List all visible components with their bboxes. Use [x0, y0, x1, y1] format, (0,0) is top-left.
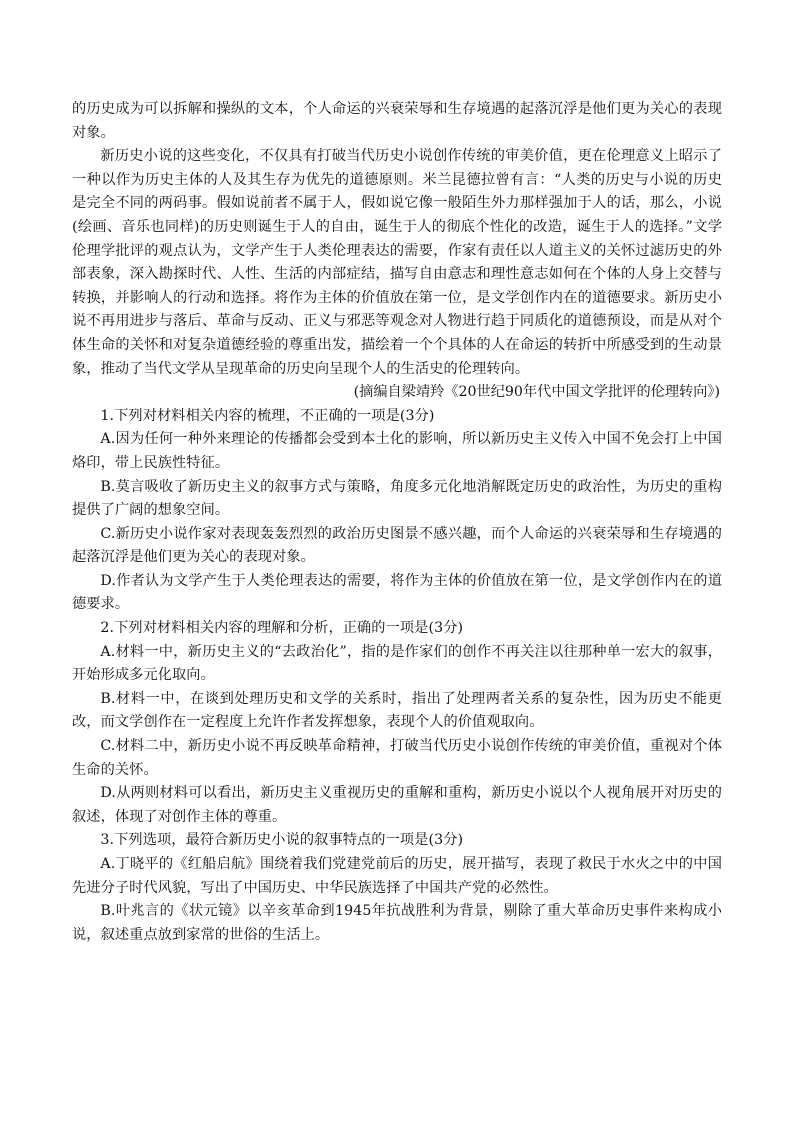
option-b: B.材料一中，在谈到处理历史和文学的关系时，指出了处理两者关系的复杂性，因为历史不能更改，而文学创作在一定程度上允许作者发挥想象，表现个人的价值观取向。 [72, 690, 722, 731]
option-a: A.因为任何一种外来理论的传播都会受到本土化的影响，所以新历史主义传入中国不免会打上中国烙印，带上民族性特征。 [72, 431, 722, 471]
option-a: A.丁晓平的《红船启航》围绕着我们党建党前后的历史，展开描写，表现了救民于水火之中的中国先进分子时代风貌，写出了中国历史、中华民族选择了中国共产党的必然性。 [72, 856, 722, 896]
passage-paragraph-2: 新历史小说的这些变化，不仅具有打破当代历史小说创作传统的审美价值，更在伦理意义上昭示了一种以作为历史主体的人及其生存为优先的道德原则。米兰昆德拉曾有言：“人类的历史与小说的历史是完全不同的两码事。假如说前者不属于人，假如说它像一般陌生外力那样强加于人的话，那么，小说(绘画、音乐也同样)的历史则诞生于人的自由，诞生于人的彻底个性化的改造，诞生于人的选择。”文学伦理学批评的观点认为，文学产生于人类伦理表达的需要，作家有责任以人道主义的关怀过滤历史的外部表象，深入勘探时代、人性、生活的内部症结，描写自由意志和理性意志如何在个体的人身上交替与转换，并影响人的行动和选择。将作为主体的价值放在第一位，是文学创作内在的道德要求。新历史小说不再用进步与落后、革命与反动、正义与邪恶等观念对人物进行趋于同质化的道德预设，而是从对个体生命的关怀和对复杂道德经验的尊重出发，描绘着一个个具体的人在命运的转折中所感受到的生动景象，推动了当代文学从呈现革命的历史向呈现个人的生活史的伦理转向。 [72, 148, 722, 377]
passage-source-citation: (摘编自梁靖羚《20世纪90年代中国文学批评的伦理转向》) [353, 384, 720, 401]
question-3 [72, 829, 722, 947]
reading-passage [72, 98, 722, 405]
option-a: A.材料一中，新历史主义的“去政治化”，指的是作家们的创作不再关注以往那种单一宏大的叙事，开始形成多元化取向。 [72, 643, 722, 684]
question-stem: 3.下列选项，最符合新历史小说的叙事特点的一项是(3分) [100, 832, 464, 849]
option-c: C.材料二中，新历史小说不再反映革命精神，打破当代历史小说创作传统的审美价值，重视对个体生命的关怀。 [72, 738, 722, 778]
option-b: B.叶兆言的《状元镜》以辛亥革命到1945年抗战胜利为背景，剔除了重大革命历史事件来构成小说，叙述重点放到家常的世俗的生活上。 [72, 903, 722, 943]
question-stem: 1.下列对材料相关内容的梳理，不正确的一项是(3分) [100, 407, 435, 424]
option-c: C.新历史小说作家对表现轰轰烈烈的政治历史图景不感兴趣，而个人命运的兴衰荣辱和生存境遇的起落沉浮是他们更为关心的表现对象。 [72, 525, 722, 566]
option-d: D.从两则材料可以看出，新历史主义重视历史的重解和重构，新历史小说以个人视角展开对历史的叙述，体现了对创作主体的尊重。 [72, 785, 722, 825]
option-d: D.作者认为文学产生于人类伦理表达的需要，将作为主体的价值放在第一位，是文学创作内在的道德要求。 [72, 572, 722, 613]
question-2 [72, 617, 722, 829]
question-list [72, 405, 722, 948]
passage-paragraph-1: 的历史成为可以拆解和操纵的文本，个人命运的兴衰荣辱和生存境遇的起落沉浮是他们更为关心的表现对象。 [72, 101, 722, 141]
question-stem: 2.下列对材料相关内容的理解和分析，正确的一项是(3分) [100, 620, 464, 637]
question-1 [72, 405, 722, 617]
option-b: B.莫言吸收了新历史主义的叙事方式与策略，角度多元化地消解既定历史的政治性，为历史的重构提供了广阔的想象空间。 [72, 478, 722, 519]
